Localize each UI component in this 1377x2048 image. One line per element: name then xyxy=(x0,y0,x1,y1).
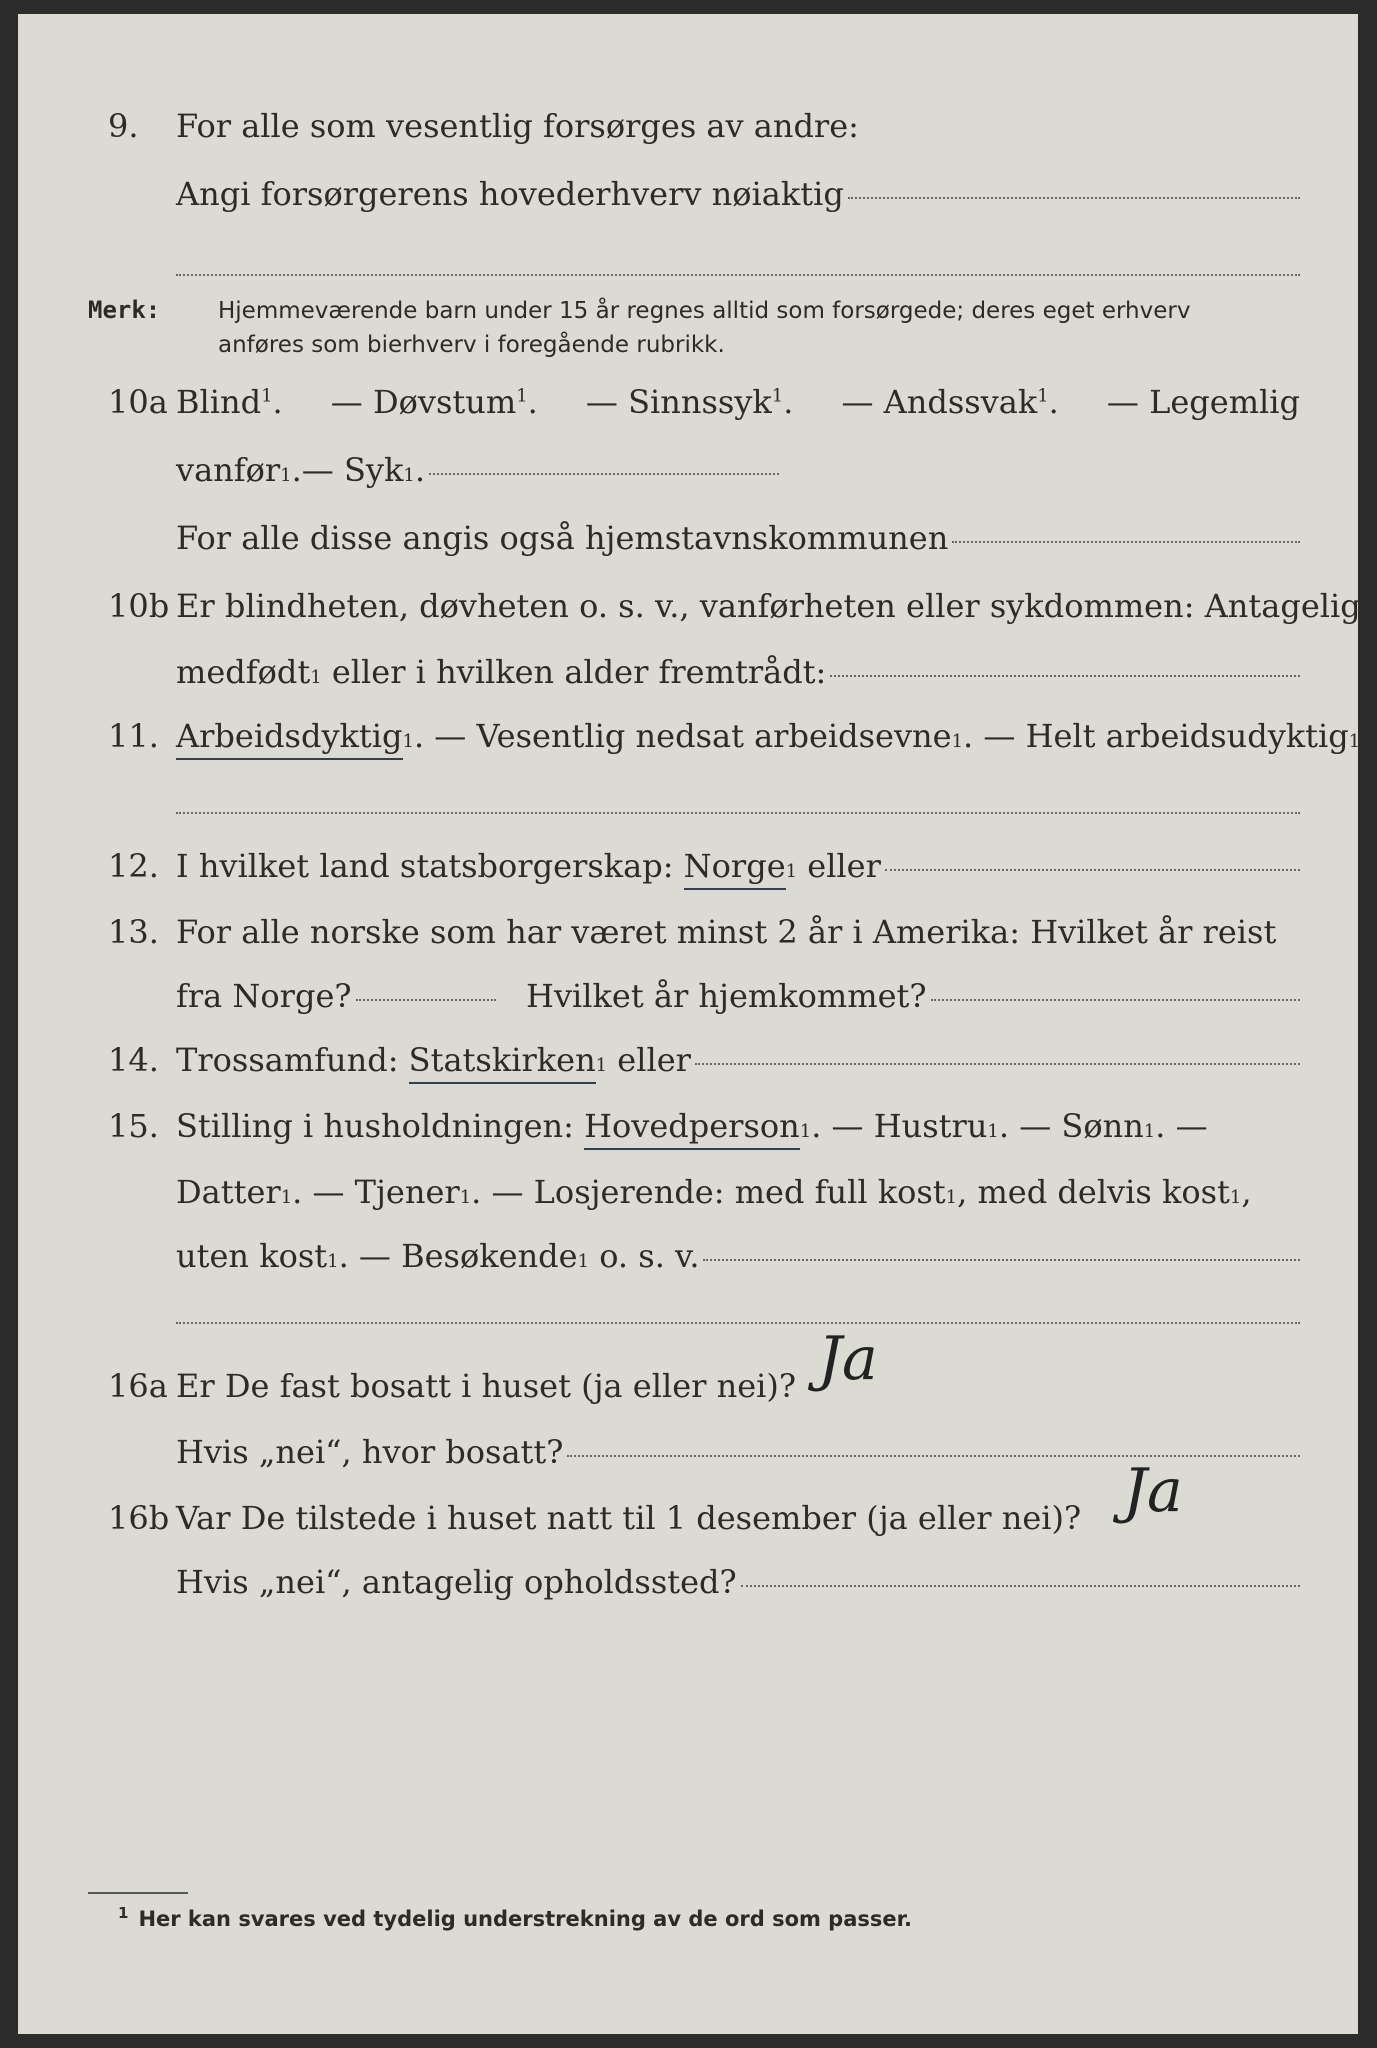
q16a-line1: Er De fast bosatt i huset (ja eller nei)? xyxy=(176,1367,797,1405)
q9-number: 9. xyxy=(108,107,139,145)
q10a-line1: Blind$^1$. — Døvstum$^1$. — Sinnssyk$^1$. — Andssvak$^1$. — Legemlig xyxy=(176,383,1300,421)
q14-underlined-choice[interactable]: Statskirken xyxy=(409,1040,596,1084)
q15-answer-line[interactable] xyxy=(703,1259,1300,1261)
footnote-rule xyxy=(88,1892,188,1894)
q11-underlined-choice[interactable]: Arbeidsdyktig xyxy=(176,716,403,760)
q9-line2: Angi forsørgerens hovederhverv nøiaktig xyxy=(176,174,1300,214)
q15-number: 15. xyxy=(108,1107,159,1145)
q11-number: 11. xyxy=(108,717,159,755)
q13-number: 13. xyxy=(108,913,159,951)
q11-line: Arbeidsdyktig 1 . — Vesentlig nedsat arbeidsevne 1 . — Helt arbeidsudyktig 1 . xyxy=(176,716,1300,760)
q14-number: 14. xyxy=(108,1041,159,1079)
q10b-line2: medfødt 1 eller i hvilken alder fremtrådt: xyxy=(176,652,1300,692)
q10a-number: 10a xyxy=(108,383,168,421)
q9-answer-line-2[interactable] xyxy=(176,274,1300,276)
q10a-answer-line[interactable] xyxy=(429,473,779,475)
q16b-line2: Hvis „nei“, antagelig opholdssted? xyxy=(176,1562,1300,1602)
q13-line1: For alle norske som har været minst 2 år i Amerika: Hvilket år reist xyxy=(176,913,1277,951)
q16b-number: 16b xyxy=(108,1499,170,1537)
merk-text: Hjemmeværende barn under 15 år regnes alltid som forsørgede; deres eget erhverv anføres som bierhverv i foregående rubrikk. xyxy=(218,298,1191,358)
q9-line1: For alle som vesentlig forsørges av andre: xyxy=(176,107,859,145)
q16b-line1: Var De tilstede i huset natt til 1 desember (ja eller nei)? xyxy=(176,1499,1082,1537)
q16a-line2: Hvis „nei“, hvor bosatt? xyxy=(176,1432,1300,1472)
q13-line2: fra Norge? Hvilket år hjemkommet? xyxy=(176,976,1300,1016)
q15-line2: Datter 1 . — Tjener 1 . — Losjerende: med full kost 1 , med delvis kost 1 , xyxy=(176,1173,1252,1211)
q16a-handwritten-answer: Ja xyxy=(818,1324,878,1394)
q10a-line3: For alle disse angis også hjemstavnskommunen xyxy=(176,518,1300,558)
q16a-answer-line[interactable] xyxy=(567,1455,1300,1457)
q14-answer-line[interactable] xyxy=(695,1063,1300,1065)
q15-line3: uten kost 1 . — Besøkende 1 o. s. v. xyxy=(176,1236,1300,1276)
q10a-line2: vanfør 1 . — Syk 1 . xyxy=(176,450,1300,490)
q15-line1: Stilling i husholdningen: Hovedperson 1 . — Hustru 1 . — Sønn 1 . — xyxy=(176,1106,1300,1150)
q16b-handwritten-answer: Ja xyxy=(1123,1456,1183,1526)
q16b-answer-line[interactable] xyxy=(741,1585,1300,1587)
q15-underlined-choice[interactable]: Hovedperson xyxy=(584,1106,800,1150)
q13-hjemkommet-line[interactable] xyxy=(931,999,1300,1001)
census-form-page xyxy=(18,14,1371,2034)
q12-underlined-choice[interactable]: Norge xyxy=(684,846,786,890)
q12-answer-line[interactable] xyxy=(885,869,1300,871)
q12-line: I hvilket land statsborgerskap: Norge 1 eller xyxy=(176,846,1300,890)
q10b-line1: Er blindheten, døvheten o. s. v., vanførheten eller sykdommen: Antagelig xyxy=(176,587,1361,625)
q14-line: Trossamfund: Statskirken 1 eller xyxy=(176,1040,1300,1084)
q10b-number: 10b xyxy=(108,587,170,625)
q11-answer-line[interactable] xyxy=(176,812,1300,814)
q10b-answer-line[interactable] xyxy=(830,675,1300,677)
q10a-hjemstavn-line[interactable] xyxy=(952,541,1300,543)
q12-number: 12. xyxy=(108,847,159,885)
q15-answer-line-2[interactable] xyxy=(176,1322,1300,1324)
footnote: $^1$ Her kan svares ved tydelig understrekning av de ord som passer. xyxy=(118,1904,912,1931)
q16a-number: 16a xyxy=(108,1367,168,1405)
merk-label: Merk: xyxy=(88,296,161,324)
q13-reist-line[interactable] xyxy=(356,999,496,1001)
q9-answer-line[interactable] xyxy=(848,197,1300,199)
